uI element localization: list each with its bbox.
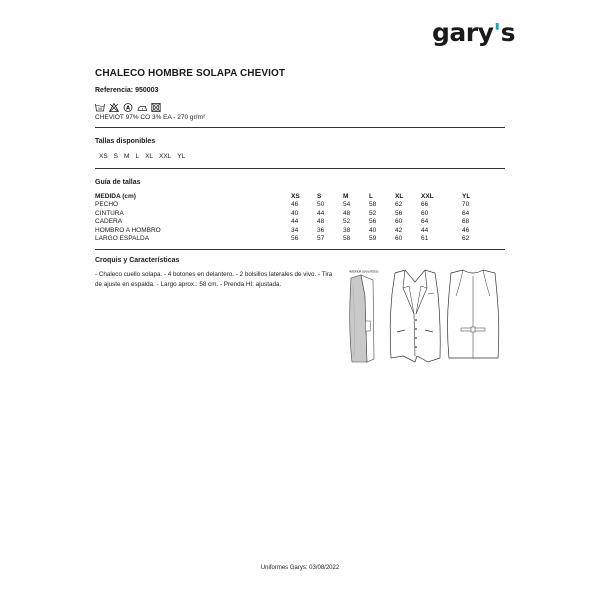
divider	[95, 249, 505, 250]
size-item: L	[135, 153, 140, 160]
size-item: XL	[145, 153, 154, 160]
divider	[95, 168, 505, 169]
table-cell: 36	[317, 226, 325, 234]
table-header-cell: XL	[395, 193, 404, 200]
svg-text:30: 30	[97, 107, 103, 112]
table-cell: CINTURA	[95, 209, 124, 217]
dry-clean-a-icon	[123, 99, 133, 112]
size-item: S	[113, 153, 119, 160]
table-cell: PECHO	[95, 201, 119, 209]
sizes-list	[99, 153, 185, 160]
product-description: - Chaleco cuello solapa. - 4 botones en delantero. - 2 bolsillos laterales de vivo. - Tira de ajuste en espalda. - Largo aprox.: 58 cm. - Prenda HI: ajustada.	[95, 271, 333, 288]
table-cell: 64	[462, 209, 470, 217]
product-reference: Referencia: 950003	[95, 87, 159, 94]
brand-logo	[432, 20, 515, 45]
table-row	[95, 227, 488, 235]
footer-text: Uniformes Garys: 03/08/2022	[260, 565, 340, 571]
table-cell: CADERA	[95, 218, 123, 226]
iron-icon	[137, 99, 147, 108]
table-cell: 58	[343, 235, 351, 243]
table-cell: 52	[343, 218, 351, 226]
table-row	[95, 201, 488, 209]
table-cell: 44	[421, 226, 429, 234]
size-guide-heading: Guía de tallas	[95, 179, 141, 186]
table-cell: 56	[395, 209, 403, 217]
table-cell: 56	[369, 218, 377, 226]
product-title: CHALECO HOMBRE SOLAPA CHEVIOT	[95, 68, 286, 79]
table-cell: 48	[317, 218, 325, 226]
table-cell: 46	[291, 201, 299, 209]
logo-text-end: s	[500, 18, 515, 47]
table-cell: 57	[317, 235, 325, 243]
table-cell: 59	[369, 235, 377, 243]
wash-30-icon	[95, 99, 105, 112]
table-cell: 60	[421, 209, 429, 217]
table-cell: 50	[317, 201, 325, 209]
table-cell: HOMBRO A HOMBRO	[95, 226, 161, 234]
size-item: XXL	[159, 153, 172, 160]
table-header-row	[95, 193, 488, 201]
table-cell: 34	[291, 226, 299, 234]
table-cell: 54	[343, 201, 351, 209]
table-cell: 64	[421, 218, 429, 226]
size-guide-table	[95, 193, 488, 243]
table-header-cell: XXL	[421, 193, 434, 200]
table-cell: 58	[369, 201, 377, 209]
size-item: M	[124, 153, 130, 160]
svg-text:A: A	[126, 105, 130, 112]
table-cell: 61	[421, 235, 429, 243]
size-item: XS	[99, 153, 108, 160]
table-cell: 60	[395, 218, 403, 226]
vest-inside-view	[350, 275, 374, 362]
table-cell: 68	[462, 218, 470, 226]
size-item: YL	[177, 153, 186, 160]
table-cell: 44	[291, 218, 299, 226]
inner-label: INTERIOR (QUILATEES)	[349, 270, 379, 274]
table-cell: 42	[395, 226, 403, 234]
table-cell: 66	[421, 201, 429, 209]
no-tumble-dry-icon	[151, 99, 161, 108]
table-cell: 52	[369, 209, 377, 217]
table-cell: 60	[395, 235, 403, 243]
vest-back-view	[448, 270, 499, 358]
table-cell: 70	[462, 201, 470, 209]
table-row	[95, 235, 488, 243]
table-header-cell: L	[369, 193, 373, 200]
divider	[95, 127, 505, 128]
table-cell: 62	[395, 201, 403, 209]
table-cell: 40	[291, 209, 299, 217]
no-bleach-icon	[109, 99, 119, 108]
table-header-cell: XS	[291, 193, 300, 200]
table-row	[95, 218, 488, 226]
table-cell: 40	[369, 226, 377, 234]
logo-text-main: gary	[432, 18, 494, 47]
table-cell: LARGO ESPALDA	[95, 235, 150, 243]
table-header-cell: MEDIDA (cm)	[95, 193, 136, 200]
table-cell: 56	[291, 235, 299, 243]
sketch-heading: Croquis y Características	[95, 257, 180, 264]
logo-apostrophe: '	[493, 18, 501, 47]
table-header-cell: YL	[462, 193, 471, 200]
table-cell: 48	[343, 209, 351, 217]
table-row	[95, 210, 488, 218]
table-cell: 38	[343, 226, 351, 234]
vest-front-view	[390, 270, 440, 362]
table-cell: 62	[462, 235, 470, 243]
care-icons	[95, 99, 161, 112]
table-header-cell: S	[317, 193, 322, 200]
vest-sketch	[343, 266, 503, 366]
table-cell: 46	[462, 226, 470, 234]
table-cell: 44	[317, 209, 325, 217]
fabric-composition: CHEVIOT 97% CO 3% EA - 270 gr/m²	[95, 114, 206, 121]
sizes-heading: Tallas disponibles	[95, 138, 156, 145]
table-header-cell: M	[343, 193, 349, 200]
